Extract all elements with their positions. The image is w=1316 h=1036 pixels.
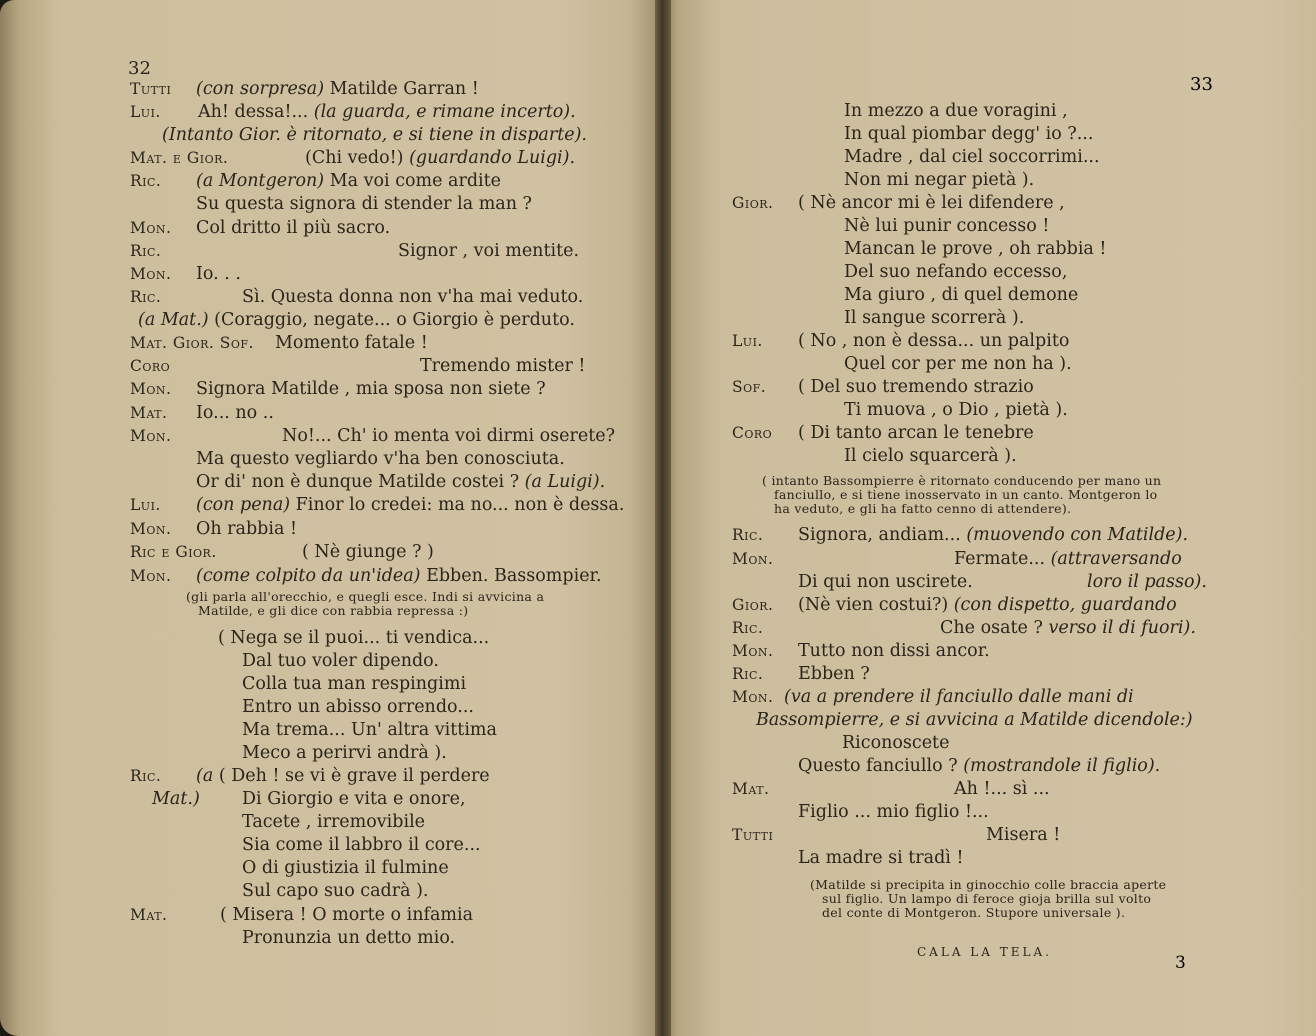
speaker-label: Mat. e Gior. bbox=[130, 149, 229, 167]
dialogue-text: Col dritto il più sacro. bbox=[196, 218, 391, 238]
dialogue-text: Del suo nefando eccesso, bbox=[844, 262, 1068, 282]
right-page-number: 33 bbox=[1190, 74, 1213, 95]
speaker-label: Mon. bbox=[130, 380, 172, 398]
speaker-label: Mon. bbox=[732, 550, 774, 568]
speaker-label: Gior. bbox=[732, 596, 774, 614]
dialogue-text: Su questa signora di stender la man ? bbox=[196, 194, 532, 214]
dialogue-text: (Nè vien costui?) bbox=[798, 595, 954, 615]
verse-line bbox=[756, 709, 1193, 731]
verse-line bbox=[798, 594, 1177, 616]
verse-line bbox=[420, 355, 585, 377]
dialogue-text: Meco a perirvi andrà ). bbox=[242, 743, 447, 763]
verse-line bbox=[844, 399, 1068, 421]
dialogue-text: Ah! dessa!... bbox=[198, 102, 314, 122]
dialogue-text: Ebben. Bassompier. bbox=[420, 566, 602, 586]
verse-line bbox=[844, 100, 1068, 122]
dialogue-text: Madre , dal ciel soccorrimi... bbox=[844, 147, 1100, 167]
verse-line bbox=[1087, 571, 1207, 593]
dialogue-text: Tutto non dissi ancor. bbox=[798, 641, 990, 661]
dialogue-text: Signora Matilde , mia sposa non siete ? bbox=[196, 379, 546, 399]
stage-direction-inline: (con sorpresa) bbox=[196, 79, 325, 99]
verse-line bbox=[844, 353, 1072, 375]
verse-line bbox=[196, 518, 297, 540]
verse-line bbox=[844, 445, 1017, 467]
dialogue-text: Sia come il labbro il core... bbox=[242, 835, 481, 855]
verse-line bbox=[242, 673, 466, 695]
dialogue-text: Il cielo squarcerà ). bbox=[844, 446, 1017, 466]
speaker-label: Lui. bbox=[732, 332, 763, 350]
verse-line bbox=[798, 192, 1065, 214]
speaker-label: Coro bbox=[130, 357, 171, 375]
verse-line bbox=[798, 755, 1160, 777]
speaker-label: Mon. bbox=[130, 567, 172, 585]
dialogue-text: Tremendo mister ! bbox=[420, 356, 586, 376]
speaker-label: Ric. bbox=[130, 242, 162, 260]
dialogue-text: Momento fatale ! bbox=[275, 333, 428, 353]
verse-line bbox=[242, 742, 447, 764]
verse-line bbox=[242, 927, 455, 949]
speaker-label: Mon. bbox=[130, 219, 172, 237]
speaker-label: Ric. bbox=[130, 288, 162, 306]
speaker-label: Ric. bbox=[732, 665, 764, 683]
verse-line bbox=[305, 147, 575, 169]
dialogue-text: Di qui non uscirete. bbox=[798, 572, 973, 592]
speaker-label: Gior. bbox=[732, 194, 774, 212]
speaker-label: Sof. bbox=[732, 378, 767, 396]
stage-direction-line: (gli parla all'orecchio, e quegli esce. Indi si avvicina a bbox=[186, 589, 545, 604]
speaker-label: Lui. bbox=[130, 496, 161, 514]
dialogue-text: Fermate... bbox=[954, 549, 1051, 569]
verse-line bbox=[275, 332, 428, 354]
speaker-label: Ric. bbox=[732, 526, 764, 544]
dialogue-text: O di giustizia il fulmine bbox=[242, 858, 449, 878]
dialogue-text: Di Giorgio e vita e onore, bbox=[242, 789, 466, 809]
verse-line bbox=[138, 309, 575, 331]
dialogue-text: Signor , voi mentite. bbox=[398, 241, 580, 261]
verse-line bbox=[798, 376, 1034, 398]
verse-line bbox=[798, 801, 989, 823]
stage-direction-inline: (muovendo con Matilde). bbox=[966, 525, 1189, 545]
verse-line bbox=[986, 824, 1060, 846]
dialogue-text: Colla tua man respingimi bbox=[242, 674, 467, 694]
stage-direction-line: Matilde, e gli dice con rabbia repressa :) bbox=[198, 603, 469, 618]
verse-line bbox=[196, 565, 602, 587]
dialogue-text: Io... no .. bbox=[196, 403, 274, 423]
verse-line bbox=[282, 425, 615, 447]
speaker-label: Coro bbox=[732, 424, 773, 442]
dialogue-text: Entro un abisso orrendo... bbox=[242, 697, 474, 717]
speaker-label: Mat. bbox=[732, 780, 770, 798]
speaker-label: Mon. bbox=[732, 688, 774, 706]
stage-direction-line: del conte di Montgeron. Stupore universale ). bbox=[822, 905, 1126, 920]
stage-direction-inline: (con pena) bbox=[196, 495, 291, 515]
speaker-label: Mat. Gior. Sof. bbox=[130, 334, 254, 352]
dialogue-text: Figlio ... mio figlio !... bbox=[798, 802, 989, 822]
verse-line bbox=[196, 471, 605, 493]
book-gutter bbox=[655, 0, 671, 1036]
speaker-label: Mat. bbox=[130, 906, 168, 924]
dialogue-text: Quel cor per me non ha ). bbox=[844, 354, 1072, 374]
speaker-label: Lui. bbox=[130, 103, 161, 121]
stage-direction-inline: (guardando Luigi). bbox=[409, 148, 576, 168]
dialogue-text: Il sangue scorrerà ). bbox=[844, 308, 1025, 328]
verse-line bbox=[844, 238, 1106, 260]
verse-line bbox=[798, 663, 870, 685]
verse-line bbox=[798, 524, 1188, 546]
stage-direction-line: ( intanto Bassompierre è ritornato conducendo per mano un bbox=[762, 473, 1162, 488]
dialogue-text: ( Di tanto arcan le tenebre bbox=[798, 423, 1034, 443]
verse-line bbox=[218, 627, 489, 649]
stage-direction-inline: (a Luigi). bbox=[524, 472, 606, 492]
verse-line bbox=[242, 788, 466, 810]
dialogue-text: Ma questo vegliardo v'ha ben conosciuta. bbox=[196, 449, 565, 469]
stage-direction-inline: (mostrandole il figlio). bbox=[963, 756, 1161, 776]
dialogue-text: Ma voi come ardite bbox=[324, 171, 502, 191]
verse-line bbox=[798, 640, 990, 662]
dialogue-text: Ah !... sì ... bbox=[954, 779, 1050, 799]
verse-line bbox=[842, 732, 949, 754]
speaker-label: Ric. bbox=[732, 619, 764, 637]
verse-line bbox=[198, 101, 576, 123]
dialogue-text: Matilde Garran ! bbox=[324, 79, 479, 99]
dialogue-text: Finor lo credei: ma no... non è dessa. bbox=[290, 495, 625, 515]
dialogue-text: Riconoscete bbox=[842, 733, 950, 753]
verse-line bbox=[162, 124, 587, 146]
verse-line bbox=[196, 765, 490, 787]
dialogue-text: Questo fanciullo ? bbox=[798, 756, 964, 776]
verse-line bbox=[798, 847, 964, 869]
dialogue-text: Non mi negar pietà ). bbox=[844, 170, 1035, 190]
dialogue-text: ( Deh ! se vi è grave il perdere bbox=[213, 766, 490, 786]
speaker-label: Tutti bbox=[130, 80, 172, 98]
stage-direction-inline: (a Montgeron) bbox=[196, 171, 325, 191]
stage-direction-inline: (Intanto Gior. è ritornato, e si tiene in disparte). bbox=[162, 125, 587, 145]
verse-line bbox=[844, 307, 1024, 329]
dialogue-text: La madre si tradì ! bbox=[798, 848, 964, 868]
stage-direction-inline: (va a prendere il fanciullo dalle mani di bbox=[784, 687, 1134, 707]
dialogue-text: Che osate ? bbox=[940, 618, 1049, 638]
dialogue-text: Oh rabbia ! bbox=[196, 519, 298, 539]
stage-direction-inline: (a bbox=[196, 766, 214, 786]
verse-line bbox=[196, 402, 274, 424]
verse-line bbox=[302, 541, 434, 563]
dialogue-text: Ma trema... Un' altra vittima bbox=[242, 720, 497, 740]
speaker-label: Mon. bbox=[130, 427, 172, 445]
verse-line bbox=[242, 650, 439, 672]
dialogue-text: Tacete , irremovibile bbox=[242, 812, 426, 832]
stage-direction-line: fanciullo, e si tiene inosservato in un canto. Montgeron lo bbox=[774, 487, 1158, 502]
verse-line bbox=[242, 286, 583, 308]
verse-line bbox=[196, 193, 532, 215]
dialogue-text: (Chi vedo!) bbox=[305, 148, 410, 168]
speaker-label: Ric. bbox=[130, 767, 162, 785]
verse-line bbox=[844, 169, 1034, 191]
dialogue-text: Sì. Questa donna non v'ha mai veduto. bbox=[242, 287, 584, 307]
verse-line bbox=[954, 778, 1050, 800]
dialogue-text: Ma giuro , di quel demone bbox=[844, 285, 1079, 305]
verse-line bbox=[196, 78, 479, 100]
stage-direction-line: sul figlio. Un lampo di feroce gioja brilla sul volto bbox=[822, 891, 1152, 906]
dialogue-text: ( Nega se il puoi... ti vendica... bbox=[218, 628, 490, 648]
dialogue-text: Pronunzia un detto mio. bbox=[242, 928, 456, 948]
stage-direction-inline: (con dispetto, guardando bbox=[953, 595, 1177, 615]
dialogue-text: ( No , non è dessa... un palpito bbox=[798, 331, 1070, 351]
verse-line bbox=[242, 719, 497, 741]
dialogue-text: No!... Ch' io menta voi dirmi oserete? bbox=[282, 426, 615, 446]
verse-line bbox=[242, 811, 425, 833]
stage-direction-inline: (attraversando bbox=[1050, 549, 1182, 569]
verse-line bbox=[844, 146, 1100, 168]
verse-line bbox=[242, 696, 474, 718]
dialogue-text: Or di' non è dunque Matilde costei ? bbox=[196, 472, 525, 492]
verse-line bbox=[784, 686, 1134, 708]
dialogue-text: Mancan le prove , oh rabbia ! bbox=[844, 239, 1107, 259]
dialogue-text: ( Misera ! O morte o infamia bbox=[220, 905, 474, 925]
speaker-label: Mon. bbox=[130, 265, 172, 283]
verse-line bbox=[220, 904, 473, 926]
dialogue-text: In mezzo a due voragini , bbox=[844, 101, 1068, 121]
left-page-number: 32 bbox=[128, 58, 151, 79]
stage-direction-inline: (la guarda, e rimane incerto). bbox=[313, 102, 576, 122]
verse-line bbox=[196, 494, 624, 516]
curtain-note: CALA LA TELA. bbox=[917, 945, 1052, 959]
verse-line bbox=[844, 215, 1049, 237]
verse-line bbox=[196, 170, 501, 192]
speaker-label: Tutti bbox=[732, 826, 774, 844]
dialogue-text: Ti muova , o Dio , pietà ). bbox=[844, 400, 1068, 420]
verse-line bbox=[798, 571, 973, 593]
verse-line bbox=[798, 330, 1069, 352]
verse-line bbox=[242, 857, 449, 879]
stage-direction-inline: loro il passo). bbox=[1087, 572, 1207, 592]
stage-direction-inline: verso il di fuori). bbox=[1048, 618, 1196, 638]
verse-line bbox=[196, 217, 390, 239]
dialogue-text: (Coraggio, negate... o Giorgio è perduto. bbox=[208, 310, 575, 330]
stage-direction-inline: (a Mat.) bbox=[138, 310, 209, 330]
verse-line bbox=[844, 123, 1093, 145]
stage-direction-inline: Mat.) bbox=[152, 789, 200, 809]
verse-line bbox=[196, 448, 565, 470]
stage-direction-inline: Bassompierre, e si avvicina a Matilde dicendole:) bbox=[756, 710, 1193, 730]
speaker-label: Mon. bbox=[732, 642, 774, 660]
speaker-label: Ric. bbox=[130, 172, 162, 190]
verse-line bbox=[844, 261, 1067, 283]
verse-line bbox=[844, 284, 1078, 306]
verse-line bbox=[954, 548, 1182, 570]
verse-line bbox=[196, 263, 241, 285]
verse-line bbox=[152, 788, 200, 810]
dialogue-text: ( Nè ancor mi è lei difendere , bbox=[798, 193, 1065, 213]
dialogue-text: Misera ! bbox=[986, 825, 1061, 845]
verse-line bbox=[196, 378, 546, 400]
dialogue-text: ( Del suo tremendo strazio bbox=[798, 377, 1034, 397]
stage-direction-line: (Matilde si precipita in ginocchio colle braccia aperte bbox=[810, 877, 1167, 892]
stage-direction-inline: (come colpito da un'idea) bbox=[196, 566, 421, 586]
stage-direction-line: ha veduto, e gli ha fatto cenno di attendere). bbox=[774, 501, 1072, 516]
right-page bbox=[662, 0, 1316, 1036]
verse-line bbox=[940, 617, 1196, 639]
dialogue-text: ( Nè giunge ? ) bbox=[302, 542, 434, 562]
speaker-label: Mat. bbox=[130, 404, 168, 422]
dialogue-text: Ebben ? bbox=[798, 664, 870, 684]
dialogue-text: Signora, andiam... bbox=[798, 525, 967, 545]
verse-line bbox=[242, 880, 429, 902]
dialogue-text: In qual piombar degg' io ?... bbox=[844, 124, 1094, 144]
verse-line bbox=[398, 240, 579, 262]
dialogue-text: Io. . . bbox=[196, 264, 241, 284]
speaker-label: Mon. bbox=[130, 520, 172, 538]
dialogue-text: Sul capo suo cadrà ). bbox=[242, 881, 429, 901]
dialogue-text: Nè lui punir concesso ! bbox=[844, 216, 1050, 236]
right-footer-number: 3 bbox=[1175, 953, 1186, 973]
verse-line bbox=[242, 834, 481, 856]
dialogue-text: Dal tuo voler dipendo. bbox=[242, 651, 439, 671]
verse-line bbox=[798, 422, 1034, 444]
speaker-label: Ric e Gior. bbox=[130, 543, 217, 561]
